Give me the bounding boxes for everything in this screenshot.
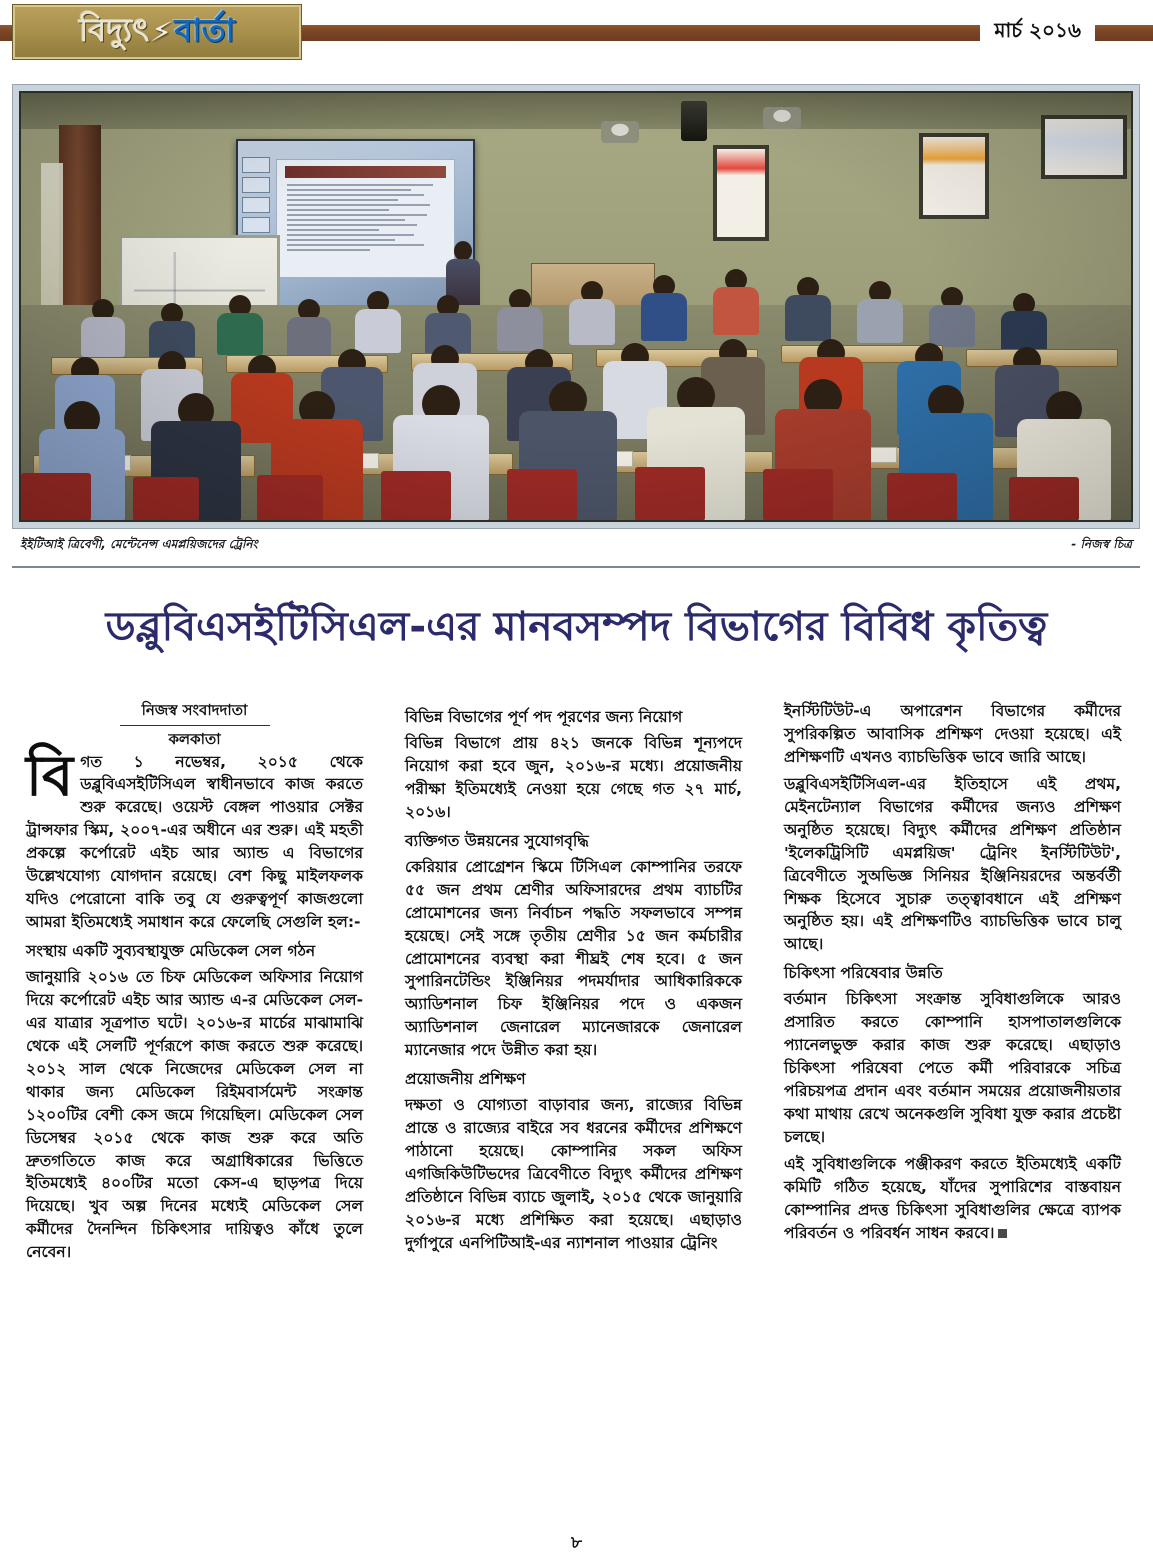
- audience-member: [1001, 293, 1047, 351]
- chair: [257, 475, 323, 521]
- slide-body-lines: [287, 184, 446, 271]
- chair: [887, 473, 957, 521]
- paragraph-training: দক্ষতা ও যোগ্যতা বাড়াবার জন্য, রাজ্যের বিভিন্ন প্রান্তে ও রাজ্যের বাইরে সব ধরনের কর্মীদের প্রশিক্ষণে পাঠানো হয়েছে। কোম্পানির সকল অফিস এগজিকিউটিভদের ত্রিবেণীতে বিদ্যুৎ কর্মীদের প্রশিক্ষণ প্রতিষ্ঠানে বিভিন্ন ব্যাচে জুলাই, ২০১৫ থেকে জানুয়ারি ২০১৬-র মধ্যে প্রশিক্ষিত করা হয়েছে। এছাড়াও দুর্গাপুরে এনপিটিআই-এর ন্যাশনাল পাওয়ার ট্রেনিং: [405, 1096, 742, 1252]
- audience-member: [785, 277, 831, 341]
- photo-window: [41, 163, 63, 313]
- paragraph-institute-training: ইনস্টিটিউট-এ অপারেশন বিভাগের কর্মীদের সুপরিকল্পিত আবাসিক প্রশিক্ষণ দেওয়া হয়েছে। এই প্রশিক্ষণটি এখনও ব্যাচভিত্তিক ভাবে জারি আছে।: [784, 702, 1121, 766]
- presentation-slide: [276, 159, 455, 278]
- paragraph-medical-cell: জানুয়ারি ২০১৬ তে চিফ মেডিকেল অফিসার নিয়োগ দিয়ে কর্পোরেট এইচ আর অ্যান্ড এ-র মেডিকেল সেল-এর যাত্রার সূত্রপাত ঘটে। ২০১৬-র মার্চের মাঝামাঝি থেকে এই সেলটি পূর্ণরূপে কাজ করতে শুরু করেছে। ২০১২ সাল থেকে নিজেদের মেডিকেল সেল না থাকার জন্য মেডিকেল রিইমবার্সমেন্ট সংক্রান্ত ১২০০টির বেশী কেস জমে গিয়েছিল। মেডিকেল সেল ডিসেম্বর ২০১৫ থেকে কাজ শুরু করে অতি দ্রুতগতিতে কাজ করে অগ্রাধিকারের ভিত্তিতে ইতিমধ্যেই ৪০০টির মতো কেস-এ ছাড়পত্র দিয়ে দিয়েছে। খুব অল্প দিনের মধ্যেই মেডিকেল সেল কর্মীদের দৈনন্দিন চিকিৎসার দায়িত্বও কাঁধে তুলে নেবেন।: [26, 968, 363, 1262]
- wall-poster: [919, 133, 989, 219]
- chair: [381, 471, 451, 521]
- audience-area: [21, 305, 1131, 520]
- ceiling-fan: [601, 121, 639, 143]
- paragraph-committee: [784, 1153, 1121, 1245]
- subheading-medical-cell: সংস্থায় একটি সুব্যবস্থাযুক্ত মেডিকেল সেল গঠন: [26, 942, 316, 960]
- bolt-icon: ⚡: [149, 13, 175, 52]
- photo-caption: ইইটিআই ত্রিবেণী, মেন্টেনেন্স এমপ্লয়িজদের ট্রেনিং: [20, 537, 258, 551]
- logo-text-part1: বিদ্যুৎ: [79, 11, 150, 49]
- wall-poster: [713, 145, 769, 241]
- publication-logo: [12, 4, 302, 60]
- photo-credit: - নিজস্ব চিত্র: [1071, 537, 1132, 551]
- audience-member: [929, 287, 975, 347]
- article-headline: ডব্লুবিএসইটিসিএল-এর মানবসম্পদ বিভাগের বিবিধ কৃতিত্ব: [105, 604, 1048, 650]
- chair: [763, 469, 833, 521]
- lead-paragraph-wrap: [26, 743, 363, 935]
- caption-divider: [12, 566, 1140, 568]
- audience-member: [217, 295, 263, 355]
- wall-poster: [1041, 115, 1127, 179]
- issue-date: মার্চ ২০১৬: [980, 17, 1095, 44]
- audience-member: [857, 281, 903, 343]
- audience-member: [497, 289, 543, 351]
- paragraph-personal-development: কেরিয়ার প্রোগ্রেশন স্কিমে টিসিএল কোম্পানির তরফে ৫৫ জন প্রথম শ্রেণীর অফিসারদের প্রথম ব্যাচটির প্রোমোশনের জন্য নির্বাচন পদ্ধতি সফলভাবে সম্পন্ন হয়েছে। সেই সঙ্গে তৃতীয় শ্রেণীর ১৫ জন কর্মচারীর প্রোমোশনের ব্যবস্থা করা শীঘ্রই শেষ হবে। ৫ জন সুপারিনটেন্ডিং ইঞ্জিনিয়র পদমর্যাদার আধিকারিককে অ্যাডিশনাল চিফ ইঞ্জিনিয়র পদে ও একজন অ্যাডিশনাল জেনারেল ম্যানেজারকে জেনারেল ম্যানেজার পদে উন্নীত করা হয়।: [405, 857, 742, 1060]
- audience-member: [713, 269, 759, 335]
- logo-text-part2: বার্তা: [174, 11, 235, 49]
- photo-frame: [12, 84, 1140, 529]
- column-1: [18, 700, 371, 1520]
- wall-speaker: [681, 101, 707, 141]
- article-columns: [18, 700, 1135, 1520]
- audience-member: [569, 281, 615, 345]
- byline-place: কলকাতা: [168, 729, 221, 748]
- masthead: [0, 0, 1153, 62]
- training-session-photo: [19, 91, 1133, 522]
- subheading-training: প্রয়োজনীয় প্রশিক্ষণ: [405, 1070, 526, 1089]
- lead-paragraph: গত ১ নভেম্বর, ২০১৫ থেকে ডব্লুবিএসইটিসিএল স্বাধীনভাবে কাজ করতে শুরু করেছে। ওয়েস্ট বেঙ্গল পাওয়ার সেক্টর ট্রান্সফার স্কিম, ২০০৭-এর অধীনে এর শুরু। এই মহতী প্রকল্পে কর্পোরেট এইচ আর অ্যান্ড এ বিভাগের উল্লেখযোগ্য যোগদান রয়েছে। বেশ কিছু মাইলফলক যদিও পেরোনো বাকি তবু যে গুরুত্বপূর্ণ কাজগুলো আমরা ইতিমধ্যেই সমাধান করে ফেলেছি সেগুলি হল:-: [26, 752, 363, 932]
- chair: [507, 469, 577, 521]
- audience-member: [641, 275, 687, 341]
- drop-cap: বি: [26, 743, 74, 809]
- wall-fan: [763, 107, 801, 129]
- audience-member: [81, 299, 125, 357]
- paragraph-maintenance-training: ডব্লুবিএসইটিসিএল-এর ইতিহাসে এই প্রথম, মেইনটেন্যাল বিভাগের কর্মীদের জন্যও প্রশিক্ষণ অনুষ্ঠিত হয়েছে। বিদ্যুৎ কর্মীদের প্রশিক্ষণ প্রতিষ্ঠান 'ইলেকট্রিসিটি এমপ্লয়িজ' ট্রেনিং ইনস্টিটিউট', ত্রিবেণীতে সুঅভিজ্ঞ সিনিয়র ইঞ্জিনিয়রদের অন্তর্বর্তী শিক্ষক হিসেবে সুচারু তত্ত্বাবধানে এই প্রশিক্ষণ অনুষ্ঠিত হয়। এই প্রশিক্ষণটিও ব্যাচভিত্তিক ভাবে চালু আছে।: [784, 774, 1121, 954]
- byline-reporter: নিজস্ব সংবাদদাতা: [141, 701, 248, 719]
- photo-caption-row: [12, 536, 1140, 560]
- chair: [21, 473, 91, 521]
- logo-text: [79, 5, 235, 59]
- byline: [26, 700, 363, 751]
- page-number: ৮: [562, 1528, 592, 1558]
- chair: [1009, 477, 1079, 521]
- slide-title-bar: [285, 166, 446, 178]
- chair: [133, 477, 199, 521]
- end-mark-icon: [998, 1229, 1007, 1238]
- subheading-recruitment: বিভিন্ন বিভাগের পূর্ণ পদ পূরণের জন্য নিয়োগ: [405, 708, 683, 726]
- audience-member: [355, 291, 401, 353]
- subheading-personal-development: ব্যক্তিগত উন্নয়নের সুযোগবৃদ্ধি: [405, 831, 589, 850]
- paragraph-recruitment: বিভিন্ন বিভাগে প্রায় ৪২১ জনকে বিভিন্ন শূন্যপদে নিয়োগ করা হবে জুন, ২০১৬-র মধ্যে। প্রয়োজনীয় পরীক্ষা ইতিমধ্যেই নেওয়া হয়ে গেছে গত ২৭ মার্চ, ২০১৬।: [405, 734, 742, 821]
- subheading-medical-service: চিকিৎসা পরিষেবার উন্নতি: [784, 964, 943, 983]
- paragraph-committee-text: এই সুবিধাগুলিকে পঞ্জীকরণ করতে ইতিমধ্যেই একটি কমিটি গঠিত হয়েছে, যাঁদের সুপারিশের বাস্তবায়ন কোম্পানির প্রদত্ত চিকিৎসা সুবিধাগুলির ক্ষেত্রে ব্যাপক পরিবর্তন ও পরিবর্ধন সাধন করবে।: [784, 1154, 1121, 1242]
- chair: [635, 467, 705, 521]
- paragraph-medical-service: বর্তমান চিকিৎসা সংক্রান্ত সুবিধাগুলিকে আরও প্রসারিত করতে কোম্পানি হাসপাতালগুলিকে প্যানেলভুক্ত করার কাজ শুরু করেছে। এছাড়াও চিকিৎসা পরিষেবা পেতে কর্মী পরিবারকে সচিত্র পরিচয়পত্র প্রদান এবং বর্তমান সময়ের প্রয়োজনীয়তার কথা মাথায় রেখে অনেকগুলি সুবিধা যুক্ত করার প্রচেষ্টা চলছে।: [784, 990, 1121, 1146]
- column-2: [397, 700, 750, 1520]
- byline-rule: [120, 725, 270, 726]
- column-3: [776, 700, 1129, 1520]
